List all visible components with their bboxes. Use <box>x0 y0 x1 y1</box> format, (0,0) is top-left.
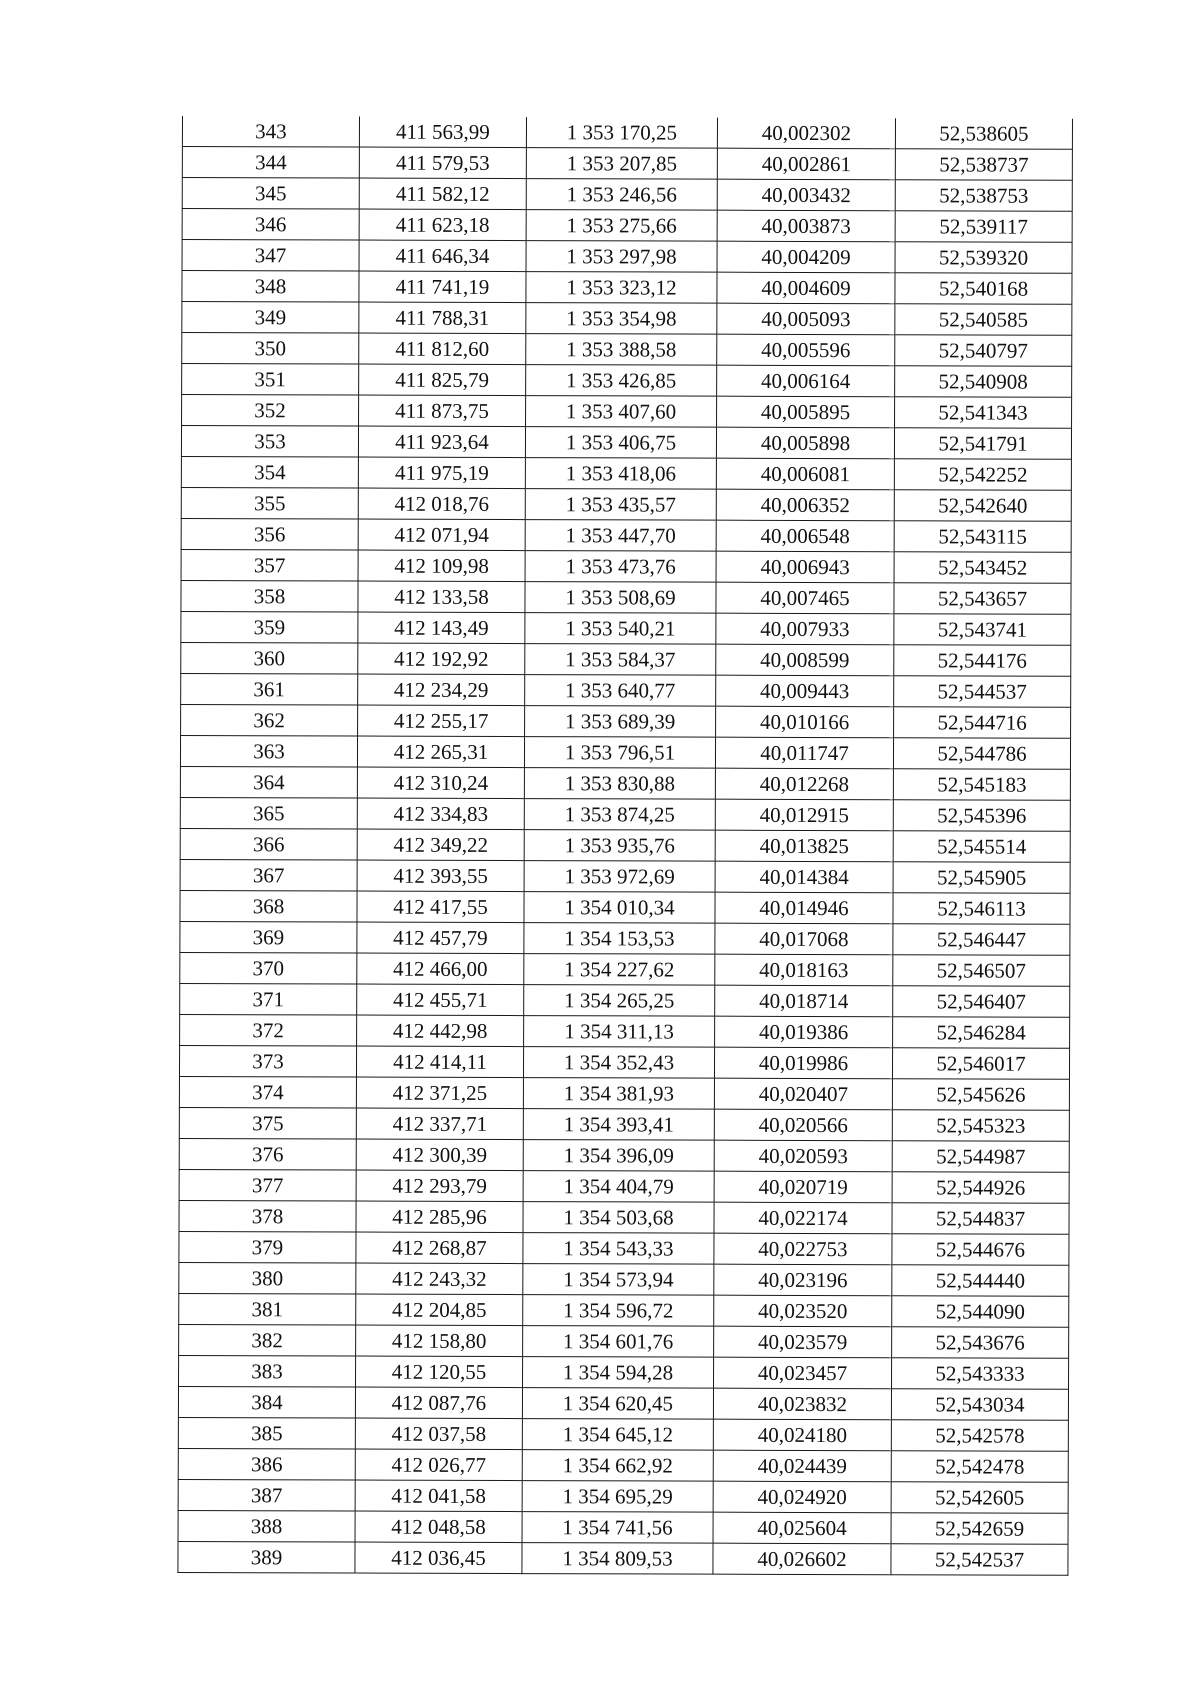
latitude-cell: 40,024439 <box>713 1450 891 1482</box>
y-coordinate-cell: 1 354 352,43 <box>523 1047 714 1079</box>
latitude-cell: 40,005895 <box>717 396 895 428</box>
table-row <box>182 147 1072 181</box>
y-coordinate-cell: 1 354 393,41 <box>523 1109 714 1141</box>
latitude-cell: 40,006352 <box>716 489 894 521</box>
longitude-cell: 52,545396 <box>893 800 1070 832</box>
table-row <box>180 859 1070 893</box>
longitude-cell: 52,541791 <box>894 428 1071 460</box>
point-number-cell: 346 <box>182 209 359 241</box>
point-number-cell: 383 <box>179 1355 356 1387</box>
table-row <box>179 1324 1069 1358</box>
y-coordinate-cell: 1 354 695,29 <box>522 1481 713 1513</box>
point-number-cell: 384 <box>178 1386 355 1418</box>
longitude-cell: 52,546447 <box>893 924 1070 956</box>
table-row <box>181 456 1071 490</box>
longitude-cell: 52,543676 <box>892 1327 1069 1359</box>
latitude-cell: 40,024920 <box>713 1481 891 1513</box>
y-coordinate-cell: 1 353 473,76 <box>525 551 716 583</box>
longitude-cell: 52,544716 <box>894 707 1071 739</box>
table-row <box>178 1541 1068 1575</box>
table-row <box>181 673 1071 707</box>
latitude-cell: 40,012268 <box>715 768 893 800</box>
x-coordinate-cell: 412 337,71 <box>356 1108 523 1140</box>
latitude-cell: 40,002861 <box>717 148 895 180</box>
x-coordinate-cell: 412 018,76 <box>358 488 525 520</box>
latitude-cell: 40,014384 <box>715 861 893 893</box>
table-row <box>180 1014 1070 1048</box>
point-number-cell: 388 <box>178 1510 355 1542</box>
point-number-cell: 345 <box>182 178 359 210</box>
x-coordinate-cell: 412 026,77 <box>355 1449 522 1481</box>
latitude-cell: 40,023579 <box>714 1326 892 1358</box>
point-number-cell: 348 <box>182 271 359 303</box>
point-number-cell: 350 <box>182 333 359 365</box>
point-number-cell: 379 <box>179 1231 356 1263</box>
point-number-cell: 382 <box>179 1324 356 1356</box>
table-row <box>178 1386 1068 1420</box>
x-coordinate-cell: 411 975,19 <box>358 457 525 489</box>
y-coordinate-cell: 1 353 406,75 <box>525 427 716 459</box>
y-coordinate-cell: 1 353 275,66 <box>526 210 717 242</box>
y-coordinate-cell: 1 353 207,85 <box>526 148 717 180</box>
table-row <box>180 983 1070 1017</box>
longitude-cell: 52,542478 <box>891 1451 1068 1483</box>
point-number-cell: 386 <box>178 1448 355 1480</box>
longitude-cell: 52,543657 <box>894 583 1071 615</box>
y-coordinate-cell: 1 354 620,45 <box>522 1388 713 1420</box>
y-coordinate-cell: 1 353 426,85 <box>526 365 717 397</box>
point-number-cell: 373 <box>179 1045 356 1077</box>
x-coordinate-cell: 412 071,94 <box>358 519 525 551</box>
x-coordinate-cell: 411 825,79 <box>359 364 526 396</box>
table-row <box>180 921 1070 955</box>
point-number-cell: 359 <box>181 611 358 643</box>
x-coordinate-cell: 411 923,64 <box>358 426 525 458</box>
x-coordinate-cell: 411 582,12 <box>359 178 526 210</box>
latitude-cell: 40,007465 <box>716 582 894 614</box>
longitude-cell: 52,546284 <box>893 1017 1070 1049</box>
point-number-cell: 375 <box>179 1107 356 1139</box>
longitude-cell: 52,542578 <box>891 1420 1068 1452</box>
table-row <box>182 395 1072 429</box>
longitude-cell: 52,544786 <box>893 738 1070 770</box>
latitude-cell: 40,024180 <box>713 1419 891 1451</box>
latitude-cell: 40,023457 <box>714 1357 892 1389</box>
y-coordinate-cell: 1 354 543,33 <box>523 1233 714 1265</box>
coordinates-table-body <box>178 116 1073 1575</box>
point-number-cell: 389 <box>178 1541 355 1573</box>
point-number-cell: 380 <box>179 1262 356 1294</box>
latitude-cell: 40,008599 <box>716 644 894 676</box>
table-row <box>180 828 1070 862</box>
y-coordinate-cell: 1 354 227,62 <box>524 954 715 986</box>
x-coordinate-cell: 411 741,19 <box>359 271 526 303</box>
longitude-cell: 52,539117 <box>895 211 1072 243</box>
point-number-cell: 371 <box>180 983 357 1015</box>
longitude-cell: 52,546407 <box>893 986 1070 1018</box>
y-coordinate-cell: 1 353 297,98 <box>526 241 717 273</box>
latitude-cell: 40,006081 <box>716 458 894 490</box>
y-coordinate-cell: 1 353 935,76 <box>524 830 715 862</box>
latitude-cell: 40,003873 <box>717 210 895 242</box>
y-coordinate-cell: 1 354 809,53 <box>522 1543 713 1575</box>
x-coordinate-cell: 412 310,24 <box>357 767 524 799</box>
point-number-cell: 367 <box>180 859 357 891</box>
point-number-cell: 356 <box>181 518 358 550</box>
longitude-cell: 52,540908 <box>895 366 1072 398</box>
latitude-cell: 40,023520 <box>714 1295 892 1327</box>
table-row <box>179 1200 1069 1234</box>
x-coordinate-cell: 412 158,80 <box>356 1325 523 1357</box>
point-number-cell: 364 <box>180 766 357 798</box>
longitude-cell: 52,543115 <box>894 521 1071 553</box>
y-coordinate-cell: 1 354 662,92 <box>522 1450 713 1482</box>
point-number-cell: 343 <box>182 116 359 147</box>
latitude-cell: 40,020593 <box>714 1140 892 1172</box>
longitude-cell: 52,544440 <box>892 1265 1069 1297</box>
y-coordinate-cell: 1 354 645,12 <box>522 1419 713 1451</box>
longitude-cell: 52,545514 <box>893 831 1070 863</box>
latitude-cell: 40,005596 <box>717 334 895 366</box>
table-row <box>179 1107 1069 1141</box>
latitude-cell: 40,014946 <box>715 892 893 924</box>
table-row <box>182 116 1072 149</box>
x-coordinate-cell: 411 873,75 <box>359 395 526 427</box>
latitude-cell: 40,010166 <box>716 706 894 738</box>
latitude-cell: 40,019986 <box>714 1047 892 1079</box>
table-row <box>181 549 1071 583</box>
x-coordinate-cell: 411 788,31 <box>359 302 526 334</box>
longitude-cell: 52,542640 <box>894 490 1071 522</box>
longitude-cell: 52,544176 <box>894 645 1071 677</box>
y-coordinate-cell: 1 353 354,98 <box>526 303 717 335</box>
table-row <box>178 1417 1068 1451</box>
table-row <box>179 1169 1069 1203</box>
longitude-cell: 52,540585 <box>895 304 1072 336</box>
table-row <box>182 240 1072 274</box>
y-coordinate-cell: 1 353 830,88 <box>524 768 715 800</box>
x-coordinate-cell: 412 037,58 <box>355 1418 522 1450</box>
x-coordinate-cell: 412 143,49 <box>358 612 525 644</box>
latitude-cell: 40,005093 <box>717 303 895 335</box>
point-number-cell: 355 <box>181 487 358 519</box>
longitude-cell: 52,545905 <box>893 862 1070 894</box>
latitude-cell: 40,007933 <box>716 613 894 645</box>
table-row <box>182 209 1072 243</box>
y-coordinate-cell: 1 354 153,53 <box>524 923 715 955</box>
latitude-cell: 40,025604 <box>713 1512 891 1544</box>
y-coordinate-cell: 1 353 407,60 <box>526 396 717 428</box>
point-number-cell: 381 <box>179 1293 356 1325</box>
x-coordinate-cell: 412 109,98 <box>358 550 525 582</box>
point-number-cell: 378 <box>179 1200 356 1232</box>
table-row <box>182 178 1072 212</box>
x-coordinate-cell: 412 268,87 <box>356 1232 523 1264</box>
y-coordinate-cell: 1 353 418,06 <box>525 458 716 490</box>
x-coordinate-cell: 412 300,39 <box>356 1139 523 1171</box>
table-row <box>180 952 1070 986</box>
y-coordinate-cell: 1 353 972,69 <box>524 861 715 893</box>
point-number-cell: 372 <box>180 1014 357 1046</box>
x-coordinate-cell: 411 812,60 <box>359 333 526 365</box>
table-row <box>180 890 1070 924</box>
x-coordinate-cell: 412 457,79 <box>357 922 524 954</box>
y-coordinate-cell: 1 353 323,12 <box>526 272 717 304</box>
x-coordinate-cell: 412 293,79 <box>356 1170 523 1202</box>
x-coordinate-cell: 412 455,71 <box>357 984 524 1016</box>
table-row <box>179 1262 1069 1296</box>
table-row <box>181 704 1071 738</box>
latitude-cell: 40,019386 <box>715 1016 893 1048</box>
y-coordinate-cell: 1 353 640,77 <box>525 675 716 707</box>
longitude-cell: 52,538737 <box>895 149 1072 181</box>
longitude-cell: 52,546507 <box>893 955 1070 987</box>
coordinates-table <box>177 116 1073 1576</box>
y-coordinate-cell: 1 354 311,13 <box>524 1016 715 1048</box>
y-coordinate-cell: 1 353 584,37 <box>525 644 716 676</box>
table-row <box>181 580 1071 614</box>
longitude-cell: 52,543741 <box>894 614 1071 646</box>
x-coordinate-cell: 412 087,76 <box>355 1387 522 1419</box>
longitude-cell: 52,538753 <box>895 180 1072 212</box>
longitude-cell: 52,543034 <box>891 1389 1068 1421</box>
point-number-cell: 353 <box>181 426 358 458</box>
latitude-cell: 40,005898 <box>716 427 894 459</box>
latitude-cell: 40,009443 <box>716 675 894 707</box>
longitude-cell: 52,538605 <box>895 118 1072 149</box>
table-row <box>180 797 1070 831</box>
point-number-cell: 377 <box>179 1169 356 1201</box>
x-coordinate-cell: 412 048,58 <box>355 1511 522 1543</box>
longitude-cell: 52,545626 <box>892 1079 1069 1111</box>
longitude-cell: 52,545323 <box>892 1110 1069 1142</box>
y-coordinate-cell: 1 354 010,34 <box>524 892 715 924</box>
x-coordinate-cell: 412 133,58 <box>358 581 525 613</box>
point-number-cell: 385 <box>178 1417 355 1449</box>
longitude-cell: 52,542659 <box>891 1513 1068 1545</box>
latitude-cell: 40,006548 <box>716 520 894 552</box>
table-row <box>181 426 1071 460</box>
table-row <box>178 1510 1068 1544</box>
x-coordinate-cell: 412 120,55 <box>356 1356 523 1388</box>
point-number-cell: 370 <box>180 952 357 984</box>
point-number-cell: 358 <box>181 580 358 612</box>
table-row <box>178 1448 1068 1482</box>
longitude-cell: 52,544676 <box>892 1234 1069 1266</box>
point-number-cell: 357 <box>181 549 358 581</box>
point-number-cell: 365 <box>180 797 357 829</box>
longitude-cell: 52,542605 <box>891 1482 1068 1514</box>
point-number-cell: 347 <box>182 240 359 272</box>
x-coordinate-cell: 412 371,25 <box>356 1077 523 1109</box>
y-coordinate-cell: 1 354 596,72 <box>523 1295 714 1327</box>
latitude-cell: 40,017068 <box>715 923 893 955</box>
x-coordinate-cell: 411 579,53 <box>359 147 526 179</box>
point-number-cell: 351 <box>182 364 359 396</box>
y-coordinate-cell: 1 353 435,57 <box>525 489 716 521</box>
table-row <box>181 518 1071 552</box>
y-coordinate-cell: 1 353 689,39 <box>525 706 716 738</box>
longitude-cell: 52,541343 <box>895 397 1072 429</box>
point-number-cell: 360 <box>181 642 358 674</box>
latitude-cell: 40,011747 <box>715 737 893 769</box>
x-coordinate-cell: 412 243,32 <box>356 1263 523 1295</box>
latitude-cell: 40,020719 <box>714 1171 892 1203</box>
latitude-cell: 40,004609 <box>717 272 895 304</box>
table-row <box>179 1231 1069 1265</box>
table-row <box>178 1479 1068 1513</box>
longitude-cell: 52,540168 <box>895 273 1072 305</box>
latitude-cell: 40,018714 <box>715 985 893 1017</box>
y-coordinate-cell: 1 353 874,25 <box>524 799 715 831</box>
latitude-cell: 40,020407 <box>714 1078 892 1110</box>
latitude-cell: 40,026602 <box>713 1543 891 1575</box>
latitude-cell: 40,004209 <box>717 241 895 273</box>
point-number-cell: 362 <box>181 704 358 736</box>
table-row <box>179 1355 1069 1389</box>
latitude-cell: 40,003432 <box>717 179 895 211</box>
point-number-cell: 354 <box>181 456 358 488</box>
latitude-cell: 40,022753 <box>714 1233 892 1265</box>
latitude-cell: 40,012915 <box>715 799 893 831</box>
y-coordinate-cell: 1 353 540,21 <box>525 613 716 645</box>
x-coordinate-cell: 412 204,85 <box>356 1294 523 1326</box>
longitude-cell: 52,543452 <box>894 552 1071 584</box>
point-number-cell: 374 <box>179 1076 356 1108</box>
latitude-cell: 40,023832 <box>713 1388 891 1420</box>
y-coordinate-cell: 1 354 265,25 <box>524 985 715 1017</box>
y-coordinate-cell: 1 353 388,58 <box>526 334 717 366</box>
x-coordinate-cell: 412 265,31 <box>357 736 524 768</box>
x-coordinate-cell: 412 255,17 <box>358 705 525 737</box>
y-coordinate-cell: 1 354 381,93 <box>523 1078 714 1110</box>
x-coordinate-cell: 412 417,55 <box>357 891 524 923</box>
latitude-cell: 40,020566 <box>714 1109 892 1141</box>
x-coordinate-cell: 411 646,34 <box>359 240 526 272</box>
x-coordinate-cell: 412 192,92 <box>358 643 525 675</box>
point-number-cell: 363 <box>180 735 357 767</box>
longitude-cell: 52,544537 <box>894 676 1071 708</box>
latitude-cell: 40,006943 <box>716 551 894 583</box>
table-row <box>181 642 1071 676</box>
latitude-cell: 40,022174 <box>714 1202 892 1234</box>
y-coordinate-cell: 1 353 796,51 <box>524 737 715 769</box>
y-coordinate-cell: 1 354 404,79 <box>523 1171 714 1203</box>
latitude-cell: 40,006164 <box>717 365 895 397</box>
latitude-cell: 40,018163 <box>715 954 893 986</box>
point-number-cell: 369 <box>180 921 357 953</box>
table-row <box>180 735 1070 769</box>
longitude-cell: 52,546113 <box>893 893 1070 925</box>
x-coordinate-cell: 412 234,29 <box>358 674 525 706</box>
x-coordinate-cell: 412 285,96 <box>356 1201 523 1233</box>
longitude-cell: 52,544987 <box>892 1141 1069 1173</box>
table-row <box>182 333 1072 367</box>
longitude-cell: 52,544090 <box>892 1296 1069 1328</box>
y-coordinate-cell: 1 353 170,25 <box>526 117 717 148</box>
point-number-cell: 344 <box>182 147 359 179</box>
longitude-cell: 52,539320 <box>895 242 1072 274</box>
table-row <box>180 766 1070 800</box>
x-coordinate-cell: 412 442,98 <box>357 1015 524 1047</box>
longitude-cell: 52,544926 <box>892 1172 1069 1204</box>
point-number-cell: 349 <box>182 302 359 334</box>
table-row <box>179 1293 1069 1327</box>
y-coordinate-cell: 1 353 246,56 <box>526 179 717 211</box>
y-coordinate-cell: 1 354 601,76 <box>523 1326 714 1358</box>
longitude-cell: 52,543333 <box>892 1358 1069 1390</box>
y-coordinate-cell: 1 354 396,09 <box>523 1140 714 1172</box>
latitude-cell: 40,013825 <box>715 830 893 862</box>
y-coordinate-cell: 1 354 503,68 <box>523 1202 714 1234</box>
table-row <box>182 364 1072 398</box>
longitude-cell: 52,545183 <box>893 769 1070 801</box>
y-coordinate-cell: 1 354 573,94 <box>523 1264 714 1296</box>
table-row <box>181 487 1071 521</box>
table-row <box>179 1138 1069 1172</box>
point-number-cell: 387 <box>178 1479 355 1511</box>
x-coordinate-cell: 412 041,58 <box>355 1480 522 1512</box>
x-coordinate-cell: 411 563,99 <box>359 117 526 148</box>
latitude-cell: 40,023196 <box>714 1264 892 1296</box>
longitude-cell: 52,542537 <box>891 1544 1068 1576</box>
longitude-cell: 52,540797 <box>895 335 1072 367</box>
y-coordinate-cell: 1 354 594,28 <box>523 1357 714 1389</box>
table-row <box>182 271 1072 305</box>
table-row <box>182 302 1072 336</box>
y-coordinate-cell: 1 353 508,69 <box>525 582 716 614</box>
longitude-cell: 52,544837 <box>892 1203 1069 1235</box>
point-number-cell: 368 <box>180 890 357 922</box>
x-coordinate-cell: 412 393,55 <box>357 860 524 892</box>
x-coordinate-cell: 412 349,22 <box>357 829 524 861</box>
point-number-cell: 352 <box>182 395 359 427</box>
x-coordinate-cell: 412 334,83 <box>357 798 524 830</box>
x-coordinate-cell: 412 466,00 <box>357 953 524 985</box>
latitude-cell: 40,002302 <box>717 118 895 149</box>
y-coordinate-cell: 1 354 741,56 <box>522 1512 713 1544</box>
point-number-cell: 376 <box>179 1138 356 1170</box>
point-number-cell: 366 <box>180 828 357 860</box>
table-row <box>181 611 1071 645</box>
x-coordinate-cell: 412 036,45 <box>355 1542 522 1574</box>
x-coordinate-cell: 411 623,18 <box>359 209 526 241</box>
y-coordinate-cell: 1 353 447,70 <box>525 520 716 552</box>
table-row <box>179 1045 1069 1079</box>
longitude-cell: 52,542252 <box>894 459 1071 491</box>
point-number-cell: 361 <box>181 673 358 705</box>
x-coordinate-cell: 412 414,11 <box>356 1046 523 1078</box>
longitude-cell: 52,546017 <box>892 1048 1069 1080</box>
table-row <box>179 1076 1069 1110</box>
